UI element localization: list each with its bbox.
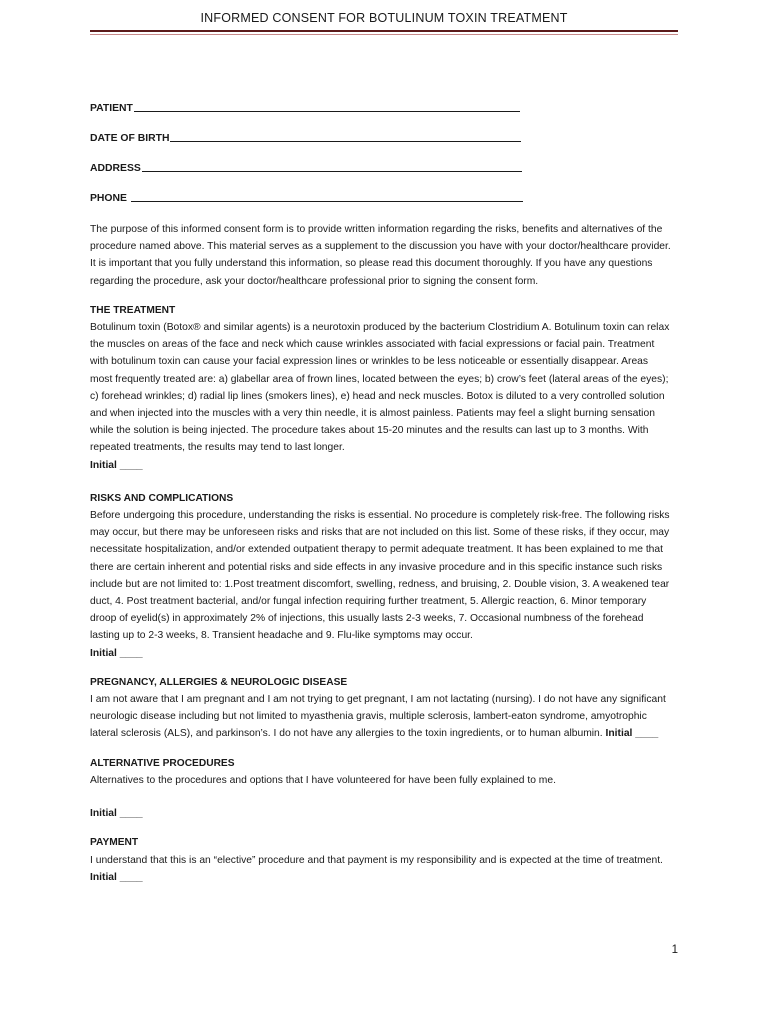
header-title: INFORMED CONSENT FOR BOTULINUM TOXIN TREATMENT bbox=[200, 11, 568, 25]
phone-field-label: PHONE bbox=[90, 193, 130, 204]
phone-field bbox=[90, 190, 672, 220]
pregnancy-paragraph bbox=[90, 691, 672, 743]
address-field-label: ADDRESS bbox=[90, 163, 141, 174]
payment-paragraph bbox=[90, 852, 672, 886]
treatment-paragraph: Botulinum toxin (Botox® and similar agents) is a neurotoxin produced by the bacterium Clostridium A. Botulinum toxin can relax the muscles on areas of the face and neck which cause wrinkles associated with facial expressions or facial pain. Treatment with botulinum toxin can cause your facial expression lines or wrinkles to be less noticeable or essentially disappear. Areas most frequently treated are: a) glabellar area of frown lines, located between the eyes; b) crow’s feet (lateral areas of the eyes); c) forehead wrinkles; d) radial lip lines (smokers lines), e) head and neck muscles. Botox is diluted to a very controlled solution and when injected into the muscles with a very thin needle, it is almost painless. Patients may feel a slight burning sensation while the solution is being injected. The procedure takes about 15-20 minutes and the results can last up to 3 months. With repeated treatments, the results may tend to last longer. bbox=[90, 322, 670, 454]
page-number: 1 bbox=[671, 944, 678, 956]
pregnancy-paragraph-text: I am not aware that I am pregnant and I am not trying to get pregnant, I am not lactating (nursing). I do not have any significant neurologic disease including but not limited to myasthenia gravis, multiple sclerosis, lambert-eaton syndrome, amyotrophic lateral sclerosis (ALS), and parkinson’s. I do not have any allergies to the toxin ingredients, or to human albumin. bbox=[90, 694, 666, 740]
patient-field bbox=[90, 100, 672, 130]
alternatives-section-title: ALTERNATIVE PROCEDURES bbox=[90, 757, 235, 769]
header-rule-secondary bbox=[90, 34, 678, 35]
payment-paragraph-text: I understand that this is an “elective” procedure and that payment is my responsibility and is expected at the time of treatment. bbox=[90, 854, 663, 866]
intro-paragraph: The purpose of this informed consent form is to provide written information regarding the risks, benefits and alternatives of the procedure named above. This material serves as a supplement to the discussion you have with your doctor/healthcare provider. It is important that you fully understand this information, so please read this document thoroughly. If you have any questions regarding the procedure, ask your doctor/healthcare professional prior to signing the consent form. bbox=[90, 224, 671, 287]
address-field bbox=[90, 160, 672, 190]
treatment-initial: Initial ____ bbox=[90, 459, 143, 471]
pregnancy-initial: Initial ____ bbox=[605, 728, 659, 740]
patient-field-line bbox=[134, 100, 520, 112]
risks-initial: Initial ____ bbox=[90, 647, 143, 659]
date-of-birth-field-label: DATE OF BIRTH bbox=[90, 133, 170, 144]
address-field-line bbox=[142, 160, 522, 172]
date-of-birth-field-line bbox=[170, 130, 521, 142]
document-body bbox=[90, 100, 672, 886]
risks-section-title: RISKS AND COMPLICATIONS bbox=[90, 492, 234, 504]
phone-field-line bbox=[131, 190, 523, 202]
patient-field-label: PATIENT bbox=[90, 103, 133, 114]
payment-section-title: PAYMENT bbox=[90, 837, 139, 849]
date-of-birth-field bbox=[90, 130, 672, 160]
treatment-section-title: THE TREATMENT bbox=[90, 304, 176, 316]
payment-initial: Initial ____ bbox=[90, 871, 143, 883]
risks-paragraph: Before undergoing this procedure, understanding the risks is essential. No procedure is completely risk-free. The following risks may occur, but there may be unforeseen risks and risks that are not included on this list. Some of these risks, if they occur, may necessitate hospitalization, and/or extended outpatient therapy to permit adequate treatment. It has been explained to me that there are certain inherent and potential risks and side effects in any invasive procedure and in this specific instance such risks include but are not limited to: 1.Post treatment discomfort, swelling, redness, and bruising, 2. Double vision, 3. A weakened tear duct, 4. Post treatment bacterial, and/or fungal infection requiring further treatment, 5. Allergic reaction, 6. Minor temporary droop of eyelid(s) in approximately 2% of injections, this usually lasts 2-3 weeks, 7. Occasional numbness of the forehead lasting up to 2-3 weeks, 8. Transient headache and 9. Flu-like symptoms may occur. bbox=[90, 510, 670, 642]
pregnancy-section-title: PREGNANCY, ALLERGIES & NEUROLOGIC DISEASE bbox=[90, 676, 348, 688]
alternatives-initial: Initial ____ bbox=[90, 808, 143, 820]
header-rule bbox=[90, 30, 678, 32]
alternatives-paragraph: Alternatives to the procedures and options that I have volunteered for have been fully explained to me. bbox=[90, 774, 556, 786]
